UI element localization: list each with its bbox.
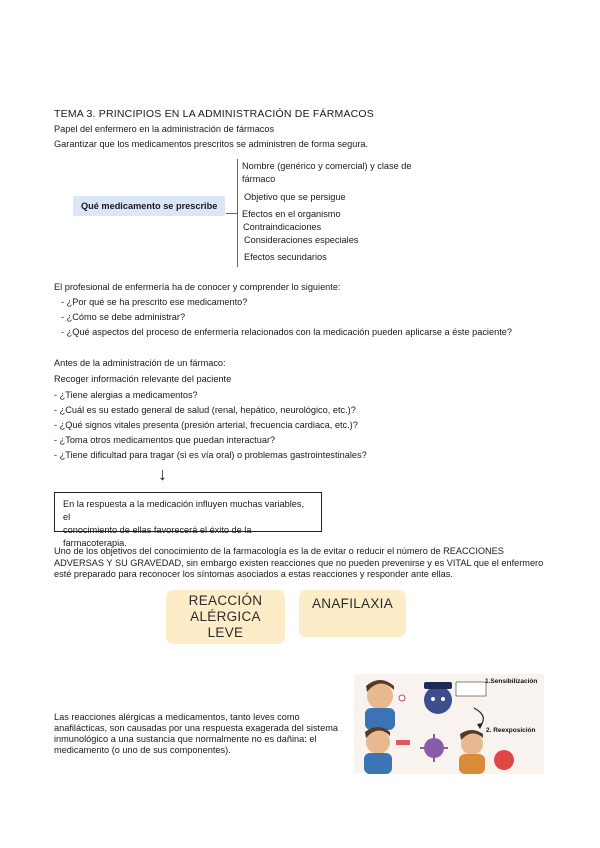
before-admin-heading: Antes de la administración de un fármaco: [54,358,226,368]
before-admin-item-3: - ¿Qué signos vitales presenta (presión arterial, frecuencia cardiaca, etc.)? [54,420,358,430]
note-line-2: conocimiento de ellas favorecerá el éxito de la farmacoterapia. [63,525,252,548]
anaphylaxis-label: ANAFILAXIA [311,596,394,611]
nurse-knowledge-intro: El profesional de enfermería ha de conocer y comprender lo siguiente: [54,282,341,292]
sensitization-reexposure-drawing [354,674,544,774]
objectives-paragraph [54,546,554,581]
objectives-line-1: Uno de los objetivos del conocimiento de la farmacología es la de evitar o reducir el número de REACCIONES [54,546,504,556]
allergy-line-1: Las reacciones alérgicas a medicamentos, tanto leves como [54,712,300,722]
anaphylaxis-card [299,590,406,637]
goal-text: Garantizar que los medicamentos prescritos se administren de forma segura. [54,139,369,149]
mild-card-line-2: ALÉRGICA [190,609,261,624]
branch-special-considerations: Consideraciones especiales [244,235,359,245]
allergy-line-2: anafilácticas, son causadas por una respuesta exagerada del sistema [54,723,338,733]
before-admin-item-5: - ¿Tiene dificultad para tragar (si es vía oral) o problemas gastrointestinales? [54,450,367,460]
before-admin-item-2: - ¿Cuál es su estado general de salud (renal, hepático, neurológico, etc.)? [54,405,356,415]
branch-contraindications: Contraindicaciones [243,222,322,232]
objectives-line-3: esté preparado para reconocer los síntomas asociados a estas reacciones y responder ante ellas. [54,569,453,579]
diagram-root-box: Qué medicamento se prescribe [73,196,225,216]
nurse-knowledge-item-2: - ¿Cómo se debe administrar? [61,312,186,322]
allergy-illustration [354,674,544,774]
page-subtitle: Papel del enfermero en la administración de fármacos [54,124,275,134]
branch-side-effects: Efectos secundarios [244,252,327,262]
before-admin-item-1: - ¿Tiene alergias a medicamentos? [54,390,198,400]
mild-card-line-3: LEVE [207,625,244,640]
branch-name-class: Nombre (genérico y comercial) y clase de [242,161,412,171]
sensitization-label: 1.Sensibilización [485,678,538,685]
before-admin-item-4: - ¿Toma otros medicamentos que puedan interactuar? [54,435,276,445]
reexposure-label: 2. Reexposición [486,727,536,734]
mild-allergic-reaction-card [166,590,285,644]
nurse-knowledge-item-3: - ¿Qué aspectos del proceso de enfermería relacionados con la medicación pueden aplicarse a éste paciente? [61,327,512,337]
branch-objective: Objetivo que se persigue [244,192,346,202]
allergy-line-4: medicamento (o uno de sus componentes). [54,745,231,755]
allergy-paragraph [54,712,354,756]
nurse-knowledge-item-1: - ¿Por qué se ha prescrito ese medicamento? [61,297,248,307]
before-admin-subheading: Recoger información relevante del paciente [54,374,232,384]
branch-effects: Efectos en el organismo [242,209,341,219]
objectives-line-2: ADVERSAS Y SU GRAVEDAD, sin embargo existen reacciones que no pueden prevenirse y es VITAL que el enfermero [54,557,544,568]
mild-card-line-1: REACCIÓN [188,593,263,608]
note-line-1: En la respuesta a la medicación influyen muchas variables, el [63,499,305,522]
branch-name-class-cont: fármaco [242,174,276,184]
down-arrow-icon: ↓ [158,464,167,484]
allergy-line-3: inmunológico a una sustancia que normalmente no es dañina: el [54,734,317,744]
page-title: TEMA 3. PRINCIPIOS EN LA ADMINISTRACIÓN DE FÁRMACOS [54,108,375,120]
note-box [54,492,322,548]
